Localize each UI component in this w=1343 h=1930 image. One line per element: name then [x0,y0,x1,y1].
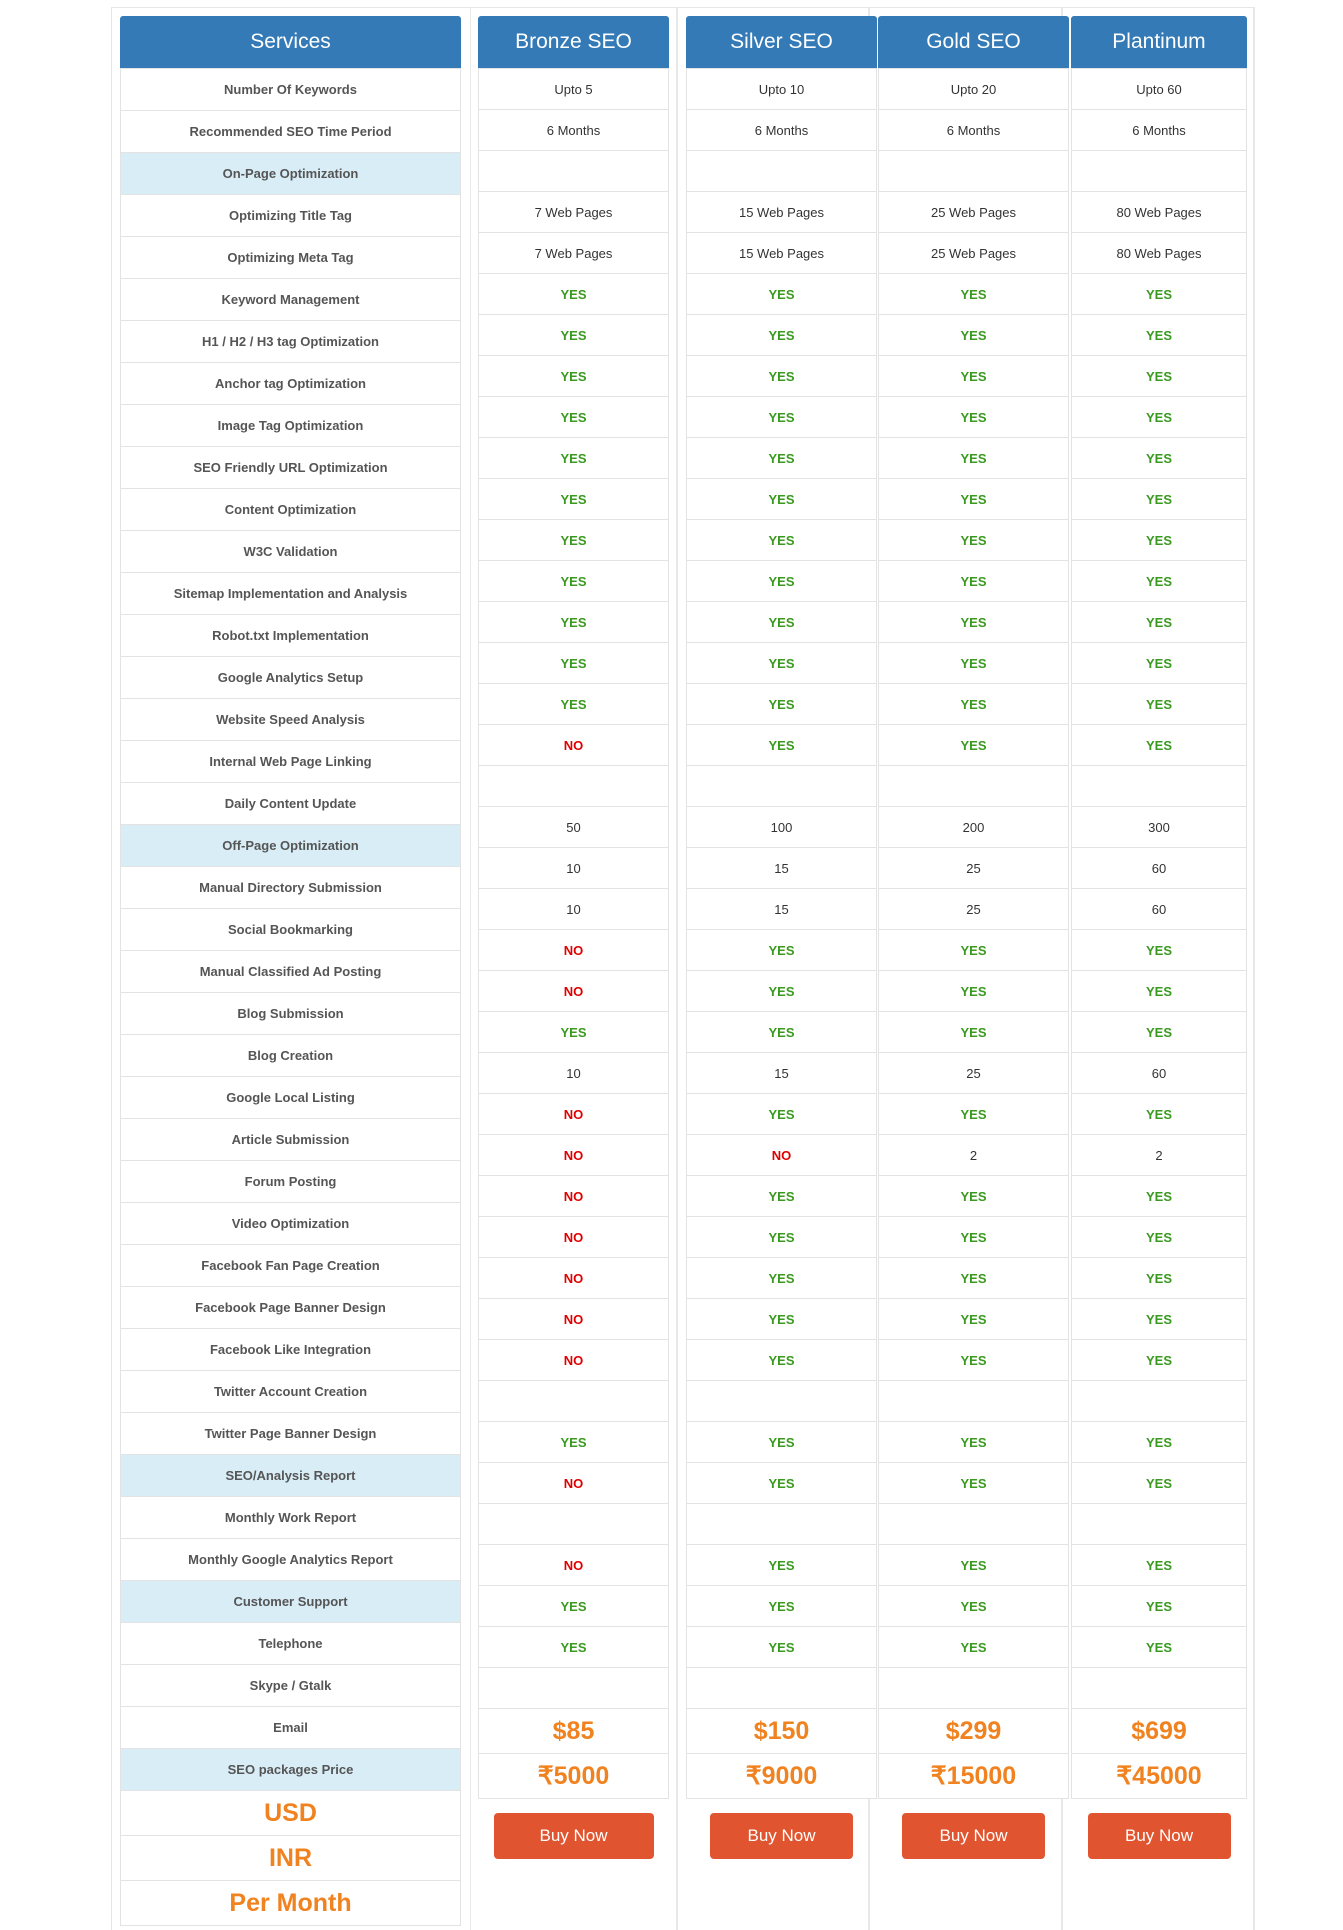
section-label: Off-Page Optimization [120,824,461,867]
feature-yes: YES [878,437,1069,479]
feature-yes: YES [686,314,877,356]
feature-yes: YES [878,1339,1069,1381]
feature-yes: YES [686,396,877,438]
feature-no: NO [478,1216,669,1258]
feature-no: NO [478,1134,669,1176]
service-label: Website Speed Analysis [120,698,461,741]
section-label: Customer Support [120,1580,461,1623]
feature-yes: YES [686,1093,877,1135]
price-inr: ₹45000 [1071,1753,1247,1799]
feature-no: NO [478,1257,669,1299]
service-label: Skype / Gtalk [120,1664,461,1707]
services-header: Services [120,16,461,68]
feature-yes: YES [1071,396,1247,438]
feature-yes: YES [878,724,1069,766]
feature-value [686,150,877,192]
feature-yes: YES [478,601,669,643]
feature-yes: YES [478,683,669,725]
feature-value: 15 [686,1052,877,1094]
service-label: Sitemap Implementation and Analysis [120,572,461,615]
feature-yes: YES [686,601,877,643]
feature-value: 6 Months [878,109,1069,151]
feature-yes: YES [686,478,877,520]
feature-yes: YES [478,519,669,561]
feature-yes: YES [686,355,877,397]
service-label: Email [120,1706,461,1749]
feature-yes: YES [686,724,877,766]
feature-value: 25 Web Pages [878,232,1069,274]
service-label: Twitter Page Banner Design [120,1412,461,1455]
price-inr: ₹15000 [878,1753,1069,1799]
service-label: Google Analytics Setup [120,656,461,699]
service-label: Blog Submission [120,992,461,1035]
feature-value: 60 [1071,847,1247,889]
feature-value: 200 [878,806,1069,848]
service-label: Image Tag Optimization [120,404,461,447]
feature-value [478,150,669,192]
service-label: Twitter Account Creation [120,1370,461,1413]
feature-yes: YES [878,1544,1069,1586]
feature-value [878,1503,1069,1545]
feature-no: NO [478,1093,669,1135]
feature-yes: YES [1071,970,1247,1012]
feature-yes: YES [1071,1011,1247,1053]
service-label: Optimizing Meta Tag [120,236,461,279]
service-label: Forum Posting [120,1160,461,1203]
service-label: Social Bookmarking [120,908,461,951]
feature-yes: YES [686,1216,877,1258]
feature-value [478,1380,669,1422]
feature-yes: YES [1071,1462,1247,1504]
feature-yes: YES [878,1298,1069,1340]
feature-yes: YES [1071,724,1247,766]
feature-yes: YES [686,642,877,684]
service-label: H1 / H2 / H3 tag Optimization [120,320,461,363]
feature-value: 10 [478,1052,669,1094]
service-label: Manual Directory Submission [120,866,461,909]
feature-value: 10 [478,847,669,889]
feature-no: NO [478,1462,669,1504]
feature-yes: YES [878,1462,1069,1504]
feature-yes: YES [686,970,877,1012]
feature-value: 15 Web Pages [686,191,877,233]
feature-value [686,1503,877,1545]
service-label: Article Submission [120,1118,461,1161]
feature-value: 80 Web Pages [1071,191,1247,233]
price-inr: ₹9000 [686,1753,877,1799]
feature-yes: YES [1071,642,1247,684]
feature-value [878,1380,1069,1422]
section-label: SEO packages Price [120,1748,461,1791]
feature-yes: YES [1071,1298,1247,1340]
feature-yes: YES [686,1011,877,1053]
feature-value [478,1503,669,1545]
price-usd: $699 [1071,1708,1247,1754]
feature-yes: YES [686,683,877,725]
price-usd: $299 [878,1708,1069,1754]
feature-yes: YES [686,273,877,315]
feature-yes: YES [878,314,1069,356]
feature-yes: YES [478,396,669,438]
feature-yes: YES [686,1544,877,1586]
section-label: On-Page Optimization [120,152,461,195]
feature-value: 25 [878,1052,1069,1094]
service-label: Internal Web Page Linking [120,740,461,783]
service-label: Monthly Google Analytics Report [120,1538,461,1581]
feature-yes: YES [478,1011,669,1053]
feature-yes: YES [1071,1093,1247,1135]
feature-no: NO [478,1298,669,1340]
buy-now-button[interactable]: Buy Now [1088,1813,1231,1859]
feature-no: NO [478,970,669,1012]
service-label: SEO Friendly URL Optimization [120,446,461,489]
feature-value [878,1667,1069,1709]
feature-value [1071,765,1247,807]
feature-value: 2 [1071,1134,1247,1176]
feature-yes: YES [478,1421,669,1463]
service-label: Video Optimization [120,1202,461,1245]
service-label: Facebook Fan Page Creation [120,1244,461,1287]
feature-yes: YES [686,1585,877,1627]
feature-yes: YES [878,1011,1069,1053]
feature-yes: YES [878,355,1069,397]
service-label: W3C Validation [120,530,461,573]
feature-yes: YES [1071,519,1247,561]
feature-yes: YES [478,273,669,315]
feature-no: NO [478,724,669,766]
service-label: Google Local Listing [120,1076,461,1119]
plan-header-4: Plantinum [1071,16,1247,68]
feature-value: 100 [686,806,877,848]
feature-yes: YES [686,1339,877,1381]
feature-yes: YES [878,1626,1069,1668]
feature-no: NO [478,1544,669,1586]
feature-value: 25 Web Pages [878,191,1069,233]
feature-yes: YES [478,314,669,356]
feature-no: NO [478,929,669,971]
feature-value: 15 [686,888,877,930]
service-label: Manual Classified Ad Posting [120,950,461,993]
service-label: Number Of Keywords [120,68,461,111]
feature-value [686,765,877,807]
price-usd: $150 [686,1708,877,1754]
feature-no: NO [478,1339,669,1381]
service-label: Content Optimization [120,488,461,531]
service-label: Daily Content Update [120,782,461,825]
feature-value: Upto 60 [1071,68,1247,110]
feature-yes: YES [878,273,1069,315]
feature-yes: YES [878,683,1069,725]
feature-value [878,765,1069,807]
feature-value: 50 [478,806,669,848]
feature-yes: YES [1071,437,1247,479]
feature-yes: YES [1071,1626,1247,1668]
plan-header-2: Silver SEO [686,16,877,68]
feature-yes: YES [878,1093,1069,1135]
feature-yes: YES [1071,929,1247,971]
feature-yes: YES [686,519,877,561]
price-inr: ₹5000 [478,1753,669,1799]
service-label: Robot.txt Implementation [120,614,461,657]
feature-yes: YES [478,437,669,479]
feature-value: 25 [878,888,1069,930]
feature-value [878,150,1069,192]
feature-yes: YES [1071,1421,1247,1463]
feature-value: 6 Months [686,109,877,151]
feature-value: 80 Web Pages [1071,232,1247,274]
feature-yes: YES [686,1298,877,1340]
feature-value: 15 Web Pages [686,232,877,274]
feature-value: Upto 10 [686,68,877,110]
service-label: Recommended SEO Time Period [120,110,461,153]
feature-yes: YES [1071,355,1247,397]
buy-now-button[interactable]: Buy Now [494,1813,654,1859]
service-label: Anchor tag Optimization [120,362,461,405]
feature-yes: YES [686,1462,877,1504]
feature-yes: YES [1071,1339,1247,1381]
service-label: Blog Creation [120,1034,461,1077]
feature-yes: YES [1071,1175,1247,1217]
feature-value [1071,1380,1247,1422]
feature-value: 6 Months [1071,109,1247,151]
feature-yes: YES [686,560,877,602]
currency-label-inr: INR [120,1835,461,1881]
feature-yes: YES [878,601,1069,643]
feature-no: NO [478,1175,669,1217]
feature-yes: YES [878,1175,1069,1217]
feature-yes: YES [878,1216,1069,1258]
feature-yes: YES [686,1421,877,1463]
price-usd: $85 [478,1708,669,1754]
feature-yes: YES [878,519,1069,561]
feature-yes: YES [1071,314,1247,356]
feature-yes: YES [878,560,1069,602]
feature-yes: YES [478,355,669,397]
feature-value [686,1667,877,1709]
feature-value: Upto 5 [478,68,669,110]
buy-now-button[interactable]: Buy Now [710,1813,853,1859]
feature-yes: YES [878,1421,1069,1463]
feature-yes: YES [878,1585,1069,1627]
feature-value: 7 Web Pages [478,191,669,233]
currency-label-usd: USD [120,1790,461,1836]
feature-yes: YES [478,560,669,602]
feature-value: 60 [1071,888,1247,930]
feature-value: 7 Web Pages [478,232,669,274]
feature-yes: YES [878,970,1069,1012]
service-label: Facebook Page Banner Design [120,1286,461,1329]
buy-now-button[interactable]: Buy Now [902,1813,1045,1859]
section-label: SEO/Analysis Report [120,1454,461,1497]
feature-yes: YES [1071,1216,1247,1258]
feature-value: 60 [1071,1052,1247,1094]
feature-yes: YES [478,1585,669,1627]
feature-value: Upto 20 [878,68,1069,110]
feature-yes: YES [1071,478,1247,520]
feature-value: 6 Months [478,109,669,151]
feature-value: 15 [686,847,877,889]
feature-value [1071,1667,1247,1709]
feature-yes: YES [1071,1585,1247,1627]
service-label: Facebook Like Integration [120,1328,461,1371]
feature-yes: YES [478,642,669,684]
service-label: Optimizing Title Tag [120,194,461,237]
plan-header-1: Bronze SEO [478,16,669,68]
service-label: Monthly Work Report [120,1496,461,1539]
feature-yes: YES [878,478,1069,520]
feature-yes: YES [686,437,877,479]
feature-yes: YES [478,1626,669,1668]
feature-no: NO [686,1134,877,1176]
feature-yes: YES [686,1175,877,1217]
feature-yes: YES [1071,560,1247,602]
feature-value [1071,150,1247,192]
feature-yes: YES [1071,683,1247,725]
feature-value: 25 [878,847,1069,889]
feature-value: 10 [478,888,669,930]
currency-label-per-month: Per Month [120,1880,461,1926]
feature-yes: YES [686,1626,877,1668]
feature-yes: YES [478,478,669,520]
feature-yes: YES [1071,1257,1247,1299]
feature-value: 300 [1071,806,1247,848]
plan-header-3: Gold SEO [878,16,1069,68]
feature-yes: YES [1071,601,1247,643]
feature-value: 2 [878,1134,1069,1176]
service-label: Telephone [120,1622,461,1665]
feature-value [478,1667,669,1709]
feature-yes: YES [878,642,1069,684]
service-label: Keyword Management [120,278,461,321]
feature-yes: YES [686,929,877,971]
feature-value [686,1380,877,1422]
feature-yes: YES [878,929,1069,971]
feature-yes: YES [686,1257,877,1299]
feature-value [1071,1503,1247,1545]
feature-value [478,765,669,807]
feature-yes: YES [1071,1544,1247,1586]
feature-yes: YES [878,1257,1069,1299]
feature-yes: YES [878,396,1069,438]
feature-yes: YES [1071,273,1247,315]
